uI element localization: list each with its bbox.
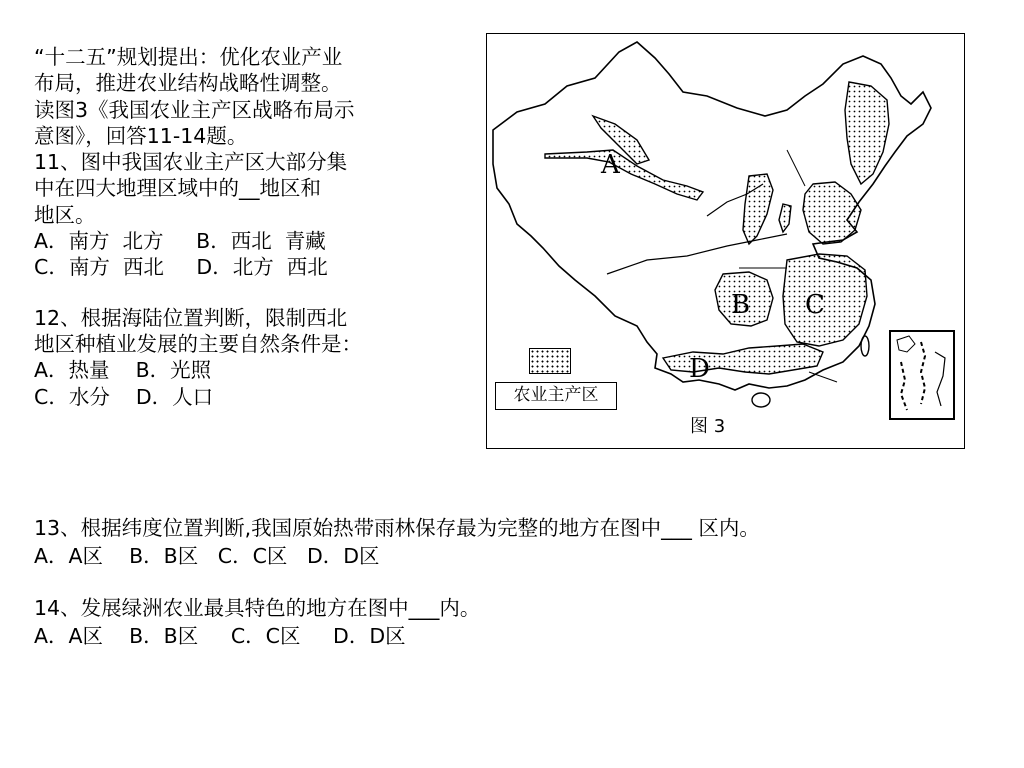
map-label-c: C (805, 290, 825, 320)
region-hetao (743, 174, 773, 244)
q13-options: A．A区 B．B区 C．C区 D．D区 (34, 544, 380, 568)
bottom-questions (34, 514, 994, 650)
intro-line-4: 意图》，回答11-14题。 (34, 123, 248, 148)
south-china-sea-inset (889, 330, 955, 420)
q13-text: 13、根据纬度位置判断,我国原始热带雨林保存最为完整的地方在图中___ 区内。 (34, 516, 760, 540)
map-label-d: D (689, 354, 710, 384)
q12-line-2: 地区种植业发展的主要自然条件是： (34, 331, 362, 356)
pointer-line-3 (809, 372, 837, 382)
q14-text: 14、发展绿洲农业最具特色的地方在图中___内。 (34, 596, 481, 620)
taiwan-island (861, 336, 869, 356)
intro-line-1: “十二五”规划提出：优化农业产业 (34, 45, 343, 69)
inset-drawing (891, 332, 953, 418)
q11-line-3: 地区。 (34, 202, 96, 227)
intro-line-3: 读图3《我国农业主产区战略布局示 (34, 97, 355, 122)
map-label-b: B (731, 290, 751, 320)
q11-options-2: C．南方 西北 D．北方 西北 (34, 255, 328, 280)
figure-caption: 图 3 (690, 416, 726, 437)
q14-options: A．A区 B．B区 C．C区 D．D区 (34, 624, 406, 648)
q11-line-1: 11、图中我国农业主产区大部分集 (34, 150, 348, 175)
hainan-island (752, 393, 770, 407)
china-agriculture-map (486, 33, 965, 449)
map-label-a: A (601, 150, 620, 180)
q12-options-2: C．水分 D．人口 (34, 384, 214, 409)
legend-swatch (529, 348, 571, 374)
region-small (779, 204, 791, 232)
region-c (783, 254, 867, 346)
q12-line-1: 12、根据海陆位置判断，限制西北 (34, 305, 348, 330)
region-d (663, 344, 823, 374)
legend-label: 农业主产区 (495, 382, 617, 410)
pointer-line-1 (787, 150, 805, 186)
q11-options-1: A．南方 北方 B．西北 青藏 (34, 229, 326, 254)
q11-line-2: 中在四大地理区域中的__地区和 (34, 176, 321, 201)
q12-options-1: A．热量 B．光照 (34, 358, 212, 383)
region-a (545, 150, 703, 200)
question-text-column (34, 44, 444, 410)
intro-line-2: 布局，推进农业结构战略性调整。 (34, 71, 342, 96)
